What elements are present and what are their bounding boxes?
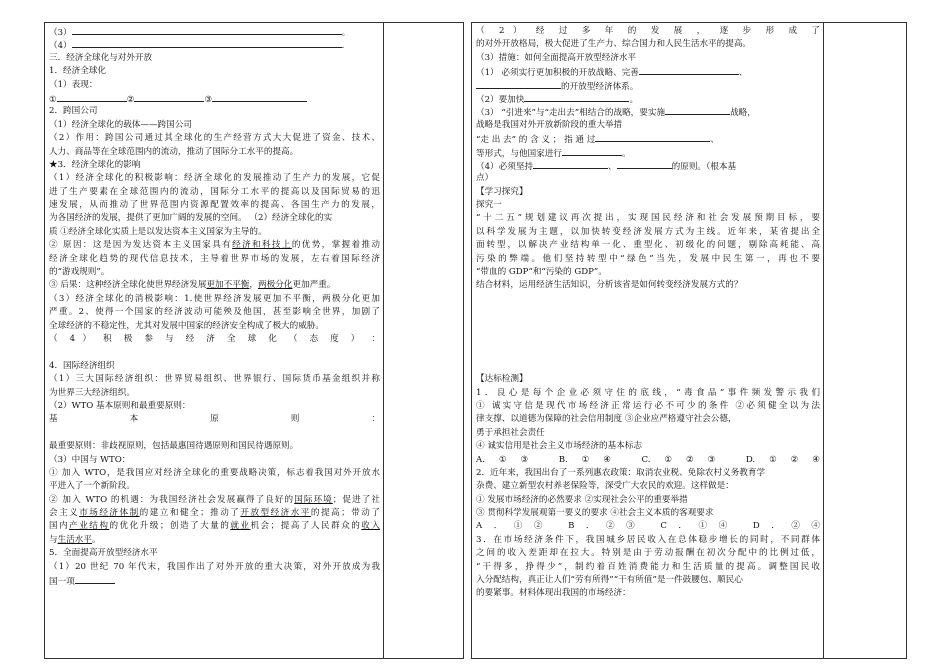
line-text: ② 原因：这是因为发达资本主义国家具有经济和科技上的优势，掌握着推动 xyxy=(49,240,380,251)
line-text: 。 xyxy=(341,28,351,38)
fill-in-blank[interactable] xyxy=(72,25,342,35)
left-text-line xyxy=(49,226,380,239)
right-notes-divider xyxy=(823,23,824,658)
line-text: 。 xyxy=(621,148,631,159)
line-text: 速发展，从而推动了世界范围内资源配置效率的提高、各国生产力的发展， xyxy=(49,200,380,211)
left-text-line xyxy=(49,413,380,426)
line-text: ③ 后果：这种经济全球化使世界经济发展更加不平衡，两极分化更加严重。 xyxy=(49,280,336,291)
line-text: A．①② B．②③ C．①④ D．②④ xyxy=(476,521,820,532)
line-text: 为世界三大经济组织。 xyxy=(49,387,135,398)
right-text-line xyxy=(476,534,820,547)
line-text: （3） “引进来”与“走出去”相结合的战略，要实施 xyxy=(476,108,666,119)
line-text: 【学习探究】 xyxy=(476,186,528,197)
right-text-line xyxy=(476,587,820,600)
line-text: （1）20 世纪 70 年代末，我国作出了对外开放的重大决策，对外开放成为我 xyxy=(49,561,380,572)
line-text: 结合材料，运用经济生活知识，分析该省是如何转变经济发展方式的？ xyxy=(476,280,743,291)
line-text: 最重要原则：非歧视原则，包括最惠国待遇原则和国民待遇原则。 xyxy=(49,441,299,452)
line-text: ★3．经济全球化的影响 xyxy=(49,159,141,170)
right-text-line xyxy=(476,186,820,199)
line-text: 会主义市场经济体制的建立和健全；推动了开放型经济水平的提高；带动了 xyxy=(49,508,380,519)
left-text-line xyxy=(49,561,380,574)
left-text-line xyxy=(49,52,380,65)
line-text: 1．良心是每个企业必须守住的底线，“毒食品”事件频发警示我们 xyxy=(476,387,820,398)
right-text-line xyxy=(476,119,820,132)
line-text: （2）WTO 基本原则和最重要原则： xyxy=(49,400,191,411)
left-text-line xyxy=(49,427,380,440)
line-text: 勇于承担社会责任 xyxy=(476,427,545,438)
right-text-line xyxy=(476,132,820,145)
line-text: （ 4 ） 积 极 参 与 经 济 全 球 化 （ 态 度 ） ： xyxy=(49,333,380,344)
right-text-line xyxy=(476,266,820,279)
left-text-line xyxy=(49,159,380,172)
line-text: 、 xyxy=(710,135,719,146)
fill-in-blank[interactable] xyxy=(595,132,710,142)
line-text: A.①③ B.①④ C.①②③ D.①②④ xyxy=(476,454,820,465)
right-text-line xyxy=(476,293,820,306)
line-text: 经济全球化趋势的现代信息技术，主导着世界市场的发展，左右着国际经济 xyxy=(49,253,380,264)
right-text-line xyxy=(476,199,820,212)
left-text-line xyxy=(49,146,380,159)
right-text-line xyxy=(476,454,820,467)
line-text: 的对外开放格局，极大促进了生产力、综合国力和人民生活水平的提高。 xyxy=(476,39,752,50)
left-text-line xyxy=(49,239,380,252)
left-page-text xyxy=(49,25,380,587)
right-text-line xyxy=(476,467,820,480)
line-text: （4）必须坚持 xyxy=(476,161,534,172)
fill-in-blank[interactable] xyxy=(134,92,204,102)
line-text: ① 诚实守信是现代市场经济正常运行必不可少的条件 ②必须健全以为法 xyxy=(476,400,820,411)
right-text-line xyxy=(476,65,820,78)
line-text: ④ 诚实信用是社会主义市场经济的基本标志 xyxy=(476,441,643,452)
left-text-line xyxy=(49,279,380,292)
line-text: ② 加入 WTO 的机遇：为我国经济社会发展赢得了良好的国际环境；促进了社 xyxy=(49,494,380,505)
line-text: 质 ①经济全球化实质上是以发达资本主义国家为主导的。 xyxy=(49,226,267,237)
right-text-line xyxy=(476,520,820,533)
left-text-line xyxy=(49,306,380,319)
line-text: 全球经济的不稳定性，尤其对发展中国家的经济安全构成了极大的威胁。 xyxy=(49,320,325,331)
right-page-frame xyxy=(471,22,907,659)
line-text: ① 加入 WTO，是我国应对经济全球化的重要战略决策，标志着我国对外开放水 xyxy=(49,467,380,478)
left-text-line xyxy=(49,199,380,212)
line-text: 为各国经济的发展，提供了更加广阔的发展的空间。 （2）经济全球化的实 xyxy=(49,213,333,224)
line-text: 、 xyxy=(738,68,748,79)
line-text: 4．国际经济组织 xyxy=(49,360,115,371)
right-text-line xyxy=(476,427,820,440)
right-text-line xyxy=(476,253,820,266)
left-text-line xyxy=(49,494,380,507)
right-text-line xyxy=(476,561,820,574)
line-text: （1）表现： xyxy=(49,79,98,90)
line-text: （3）中国与 WTO： xyxy=(49,454,131,465)
left-text-line xyxy=(49,467,380,480)
line-text: （4） xyxy=(49,41,72,52)
right-text-line xyxy=(476,239,820,252)
line-text: （1）三大国际经济组织：世界贸易组织、世界银行、国际货币基金组织并称 xyxy=(49,374,380,385)
left-text-line xyxy=(49,507,380,520)
line-text: 点） xyxy=(476,173,494,184)
line-text: 国一项 xyxy=(49,577,75,588)
left-text-line xyxy=(49,574,380,587)
fill-in-blank[interactable] xyxy=(57,92,127,102)
line-text: （3）经济全球化的消极影响：1.使世界经济发展更加不平衡，两极分化更加 xyxy=(49,293,380,304)
right-text-line xyxy=(476,25,820,38)
line-text: 战略是我国对外开放新阶段的重大举措 xyxy=(476,119,623,130)
left-text-line xyxy=(49,400,380,413)
left-text-line xyxy=(49,186,380,199)
line-text: ③ xyxy=(204,94,213,105)
line-text: ① 发展市场经济的必然要求 ②实现社会公平的重要举措 xyxy=(476,494,688,505)
right-text-line xyxy=(476,105,820,118)
line-text: 三．经济全球化与对外开放 xyxy=(49,52,153,63)
line-text: （3） xyxy=(49,28,72,38)
right-text-line xyxy=(476,507,820,520)
right-text-line xyxy=(476,320,820,333)
line-text: 严重。2、使得一个国家的经济波动可能殃及他国，甚至影响全世界，加剧了 xyxy=(49,307,380,318)
left-text-line xyxy=(49,320,380,333)
right-text-line xyxy=(476,480,820,493)
left-text-line xyxy=(49,132,380,145)
right-text-line xyxy=(476,159,820,172)
line-text: “干得多，挣得少”，制约着百姓消费能力和生活质量的提高。调整国民收 xyxy=(476,561,820,572)
line-text: 与生活水平。 xyxy=(49,534,101,545)
left-text-line xyxy=(49,534,380,547)
left-text-line xyxy=(49,79,380,92)
right-text-line xyxy=(476,52,820,65)
line-text: 探究一 xyxy=(476,200,502,211)
line-text: （1） 必须实行更加积极的开放战略、完善 xyxy=(476,68,639,79)
left-text-line xyxy=(49,92,380,105)
left-text-line xyxy=(49,105,380,118)
left-text-line xyxy=(49,373,380,386)
right-text-line xyxy=(476,440,820,453)
right-text-line xyxy=(476,373,820,386)
left-text-line xyxy=(49,65,380,78)
right-text-line xyxy=(476,346,820,359)
line-text: 的“游戏规则”。 xyxy=(49,267,110,278)
right-text-line xyxy=(476,547,820,560)
right-text-line xyxy=(476,333,820,346)
line-text: 基 本 原 则 ： xyxy=(49,414,380,425)
right-text-line xyxy=(476,360,820,373)
line-text: 【达标检测】 xyxy=(476,374,528,385)
right-text-line xyxy=(476,172,820,185)
left-text-line xyxy=(49,293,380,306)
left-page-frame xyxy=(44,22,464,659)
right-text-line xyxy=(476,146,820,159)
line-text: 污染的弊端。他们坚持转型中“绿色”当先，发展中民生第一，再也不要 xyxy=(476,253,820,264)
line-text: 进了生产要素在全球范围内的流动，国际分工水平的提高以及国际贸易的迅 xyxy=(49,186,380,197)
line-text: （3）措施：如何全面提高开放型经济水平 xyxy=(476,52,637,63)
line-text: . xyxy=(341,41,345,52)
right-text-line xyxy=(476,494,820,507)
left-text-line xyxy=(49,480,380,493)
right-text-line xyxy=(476,279,820,292)
line-text: 战略， xyxy=(730,108,756,119)
line-text: （1）经济全球化的积极影响：经济全球化的发展推动了生产力的发展，它促 xyxy=(49,173,380,184)
left-text-line xyxy=(49,333,380,346)
line-text: 2．跨国公司 xyxy=(49,106,98,117)
line-text: 等形式，与他国家进行 xyxy=(476,148,562,159)
line-text: 国内产业结构的优化升级；创造了大量的就业机会；提高了人民群众的收入 xyxy=(49,521,380,532)
left-text-line xyxy=(49,454,380,467)
line-text: 以科学发展为主题，以加快转变经济发展方式为主线。近年来，某省提出全 xyxy=(476,226,820,237)
line-text: “走 出 去” 的 含 义 ； 指 通 过 xyxy=(476,135,596,146)
right-page-text xyxy=(476,25,820,601)
fill-in-blank[interactable] xyxy=(75,574,115,584)
right-text-line xyxy=(476,212,820,225)
line-text: ① xyxy=(49,94,57,105)
left-text-line xyxy=(49,212,380,225)
fill-in-blank[interactable] xyxy=(639,65,739,75)
line-text: 2．近年来，我国出台了一系列惠农政策：取消农业税、免除农村义务教育学 xyxy=(476,467,766,478)
fill-in-blank[interactable] xyxy=(72,38,342,48)
left-text-line xyxy=(49,346,380,359)
line-text: 之间的收入差距却在拉大。特别是由于劳动报酬在初次分配中的比例过低， xyxy=(476,548,820,559)
fill-in-blank[interactable] xyxy=(617,159,672,169)
line-text: （1）经济全球化的载体——跨国公司 xyxy=(49,119,192,130)
line-text: 。 xyxy=(629,94,639,105)
line-text: （2）作用：跨国公司通过其全球化的生产经营方式大大促进了资金、技术、 xyxy=(49,133,380,144)
fill-in-blank[interactable] xyxy=(562,146,622,156)
left-text-line xyxy=(49,520,380,533)
right-text-line xyxy=(476,387,820,400)
line-text: 、 xyxy=(608,161,617,172)
fill-in-blank[interactable] xyxy=(665,105,730,115)
right-text-line xyxy=(476,92,820,105)
right-text-line xyxy=(476,226,820,239)
line-text: 的要紧事。材料体现出我国的市场经济： xyxy=(476,588,631,599)
right-text-line xyxy=(476,79,820,92)
line-text: 律支撑、以道德为保障的社会信用制度 ③企业应严格遵守社会公德， xyxy=(476,414,737,425)
line-text: （2）要加快 xyxy=(476,94,525,105)
left-text-line xyxy=(49,119,380,132)
right-text-line xyxy=(476,38,820,51)
left-text-line xyxy=(49,25,380,38)
line-text: “十二五”规划建议再次提出，实现国民经济和社会发展预期目标，要 xyxy=(476,213,820,224)
line-text: 3．在市场经济条件下，我国城乡居民收入在总体稳步增长的同时，不同群体 xyxy=(476,534,820,545)
line-text: 面转型，以解决产业结构单一化、重型化、初级化的问题，剔除高耗能、高 xyxy=(476,240,820,251)
right-text-line xyxy=(476,413,820,426)
right-text-line xyxy=(476,574,820,587)
fill-in-blank[interactable] xyxy=(476,79,561,89)
line-text: 的开放型经济体系。 xyxy=(561,81,639,92)
fill-in-blank[interactable] xyxy=(212,92,307,102)
left-text-line xyxy=(49,440,380,453)
left-text-line xyxy=(49,360,380,373)
fill-in-blank[interactable] xyxy=(524,92,629,102)
line-text: 5．全面提高开放型经济水平 xyxy=(49,548,158,559)
left-text-line xyxy=(49,266,380,279)
fill-in-blank[interactable] xyxy=(533,159,608,169)
line-text: ② xyxy=(126,94,135,105)
line-text: 人力、商品等在全球范围内的流动，推动了国际分工水平的提高。 xyxy=(49,146,299,157)
left-text-line xyxy=(49,547,380,560)
left-text-line xyxy=(49,172,380,185)
line-text: 入分配结构，真正让人们“劳有所得”“干有所值”是一件鼓腰包、顺民心 xyxy=(476,575,743,586)
left-notes-divider xyxy=(383,23,384,658)
line-text: ③ 贯彻科学发展观第一要义的要求 ④社会主义本质的客观要求 xyxy=(476,508,714,519)
line-text: “带血的 GDP”和“污染的 GDP”。 xyxy=(476,267,607,278)
line-text: （ 2 ） 经 过 多 年 的 发 展 ， 逐 步 形 成 了 xyxy=(476,26,820,36)
line-text: 平进入了一个新阶段。 xyxy=(49,481,135,492)
right-text-line xyxy=(476,400,820,413)
line-text: 杂费、建立新型农村养老保险等，深受广大农民的欢迎。这样做是： xyxy=(476,481,734,492)
line-text: 的原则。（根本基 xyxy=(671,161,737,172)
line-text: 1．经济全球化 xyxy=(49,66,107,77)
left-text-line xyxy=(49,38,380,51)
right-text-line xyxy=(476,306,820,319)
left-text-line xyxy=(49,387,380,400)
left-text-line xyxy=(49,253,380,266)
